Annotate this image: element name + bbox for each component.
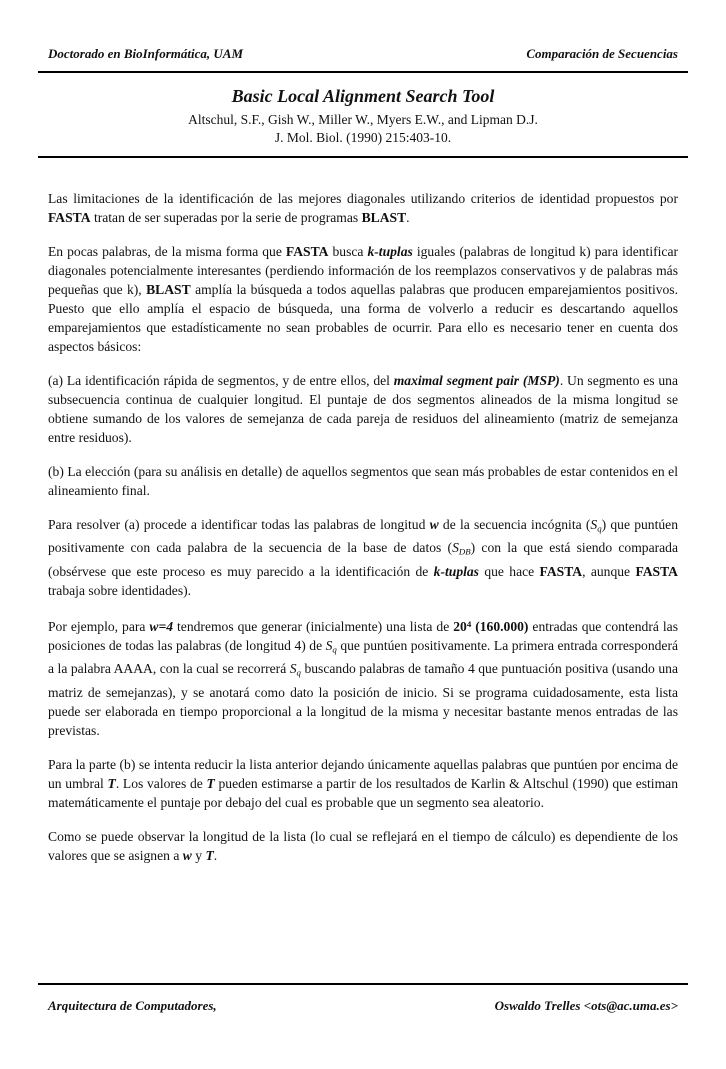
paragraph-aspect-b: (b) La elección (para su análisis en detalle) de aquellos segmentos que sean más probables de estar contenidos en el alineamiento final. [48, 464, 678, 498]
paragraph-example-w4: Por ejemplo, para w=4 tendremos que generar (inicialmente) una lista de $20^4$ (160.000) entradas que contendrá las posiciones de todas las palabras (de longitud 4) de Sq que puntúen positivamente. La primera entrada corresponderá a la palabra AAAA, con la cual se recorrerá Sq buscando palabras de tamaño 4 que puntuación positiva (usando una matriz de semejanzas), y se anotará como dato la posición de inicio. Si se programa cuidadosamente, esta lista puede ser elaborada en tiempo proporcional a la longitud de la misma y necesitar bastante menos entradas de las previstas. [48, 618, 679, 738]
header-section-title: Comparación de Secuencias [526, 46, 678, 61]
paragraph-overview: En pocas palabras, de la misma forma que FASTA busca k-tuplas iguales (palabras de longitud k) para identificar diagonales potencialmente interesantes (perdiendo información de los reemplazos conservativos y de palabras más pequeñas que k), BLAST amplía la búsqueda a todos aquellas palabras que producen emparejamientos positivos. Puesto que ello amplía el espacio de búsqueda, una forma de volverlo a reducir es descartando aquellos emparejamientos que estadísticamente no sean probables de ocurrir. Para ello es necesario tener en cuenta dos aspectos básicos: [48, 244, 679, 354]
page-title: Basic Local Alignment Search Tool [231, 86, 495, 106]
journal-reference: J. Mol. Biol. (1990) 215:403-10. [274, 130, 452, 145]
title-rule [38, 156, 688, 158]
footer-author-email: Oswaldo Trelles <ots@ac.uma.es> [494, 998, 678, 1013]
footer-rule [38, 983, 688, 985]
header-course-title: Doctorado en BioInformática, UAM [48, 46, 244, 61]
document-body [48, 189, 678, 865]
paragraph-conclusion: Como se puede observar la longitud de la lista (lo cual se reflejará en el tiempo de cálculo) es dependiente de los valores que se asignen a w y T. [48, 828, 678, 863]
authors-line: Altschul, S.F., Gish W., Miller W., Myers E.W., and Lipman D.J. [188, 112, 538, 127]
header-rule [38, 71, 688, 73]
page-footer [48, 983, 678, 1014]
paragraph-part-b-threshold: Para la parte (b) se intenta reducir la lista anterior dejando únicamente aquellas palabras que puntúen por encima de un umbral T. Los valores de T pueden estimarse a partir de los resultados de Karlin & Altschul (1990) que estiman matemáticamente el puntaje por debajo del cual es probable que un segmento sea aleatorio. [48, 756, 678, 810]
footer-department: Arquitectura de Computadores, [48, 998, 217, 1013]
paragraph-resolve-a: Para resolver (a) procede a identificar todas las palabras de longitud w de la secuencia incógnita (Sq) que puntúen positivamente con cada palabra de la secuencia de la base de datos (SDB) con la que está siendo comparada (obsérvese que este proceso es muy parecido a la identificación de k-tuplas que hace FASTA, aunque FASTA trabaja sobre identidades). [48, 517, 679, 598]
title-block [48, 85, 678, 147]
paragraph-intro: Las limitaciones de la identificación de las mejores diagonales utilizando criterios de identidad propuestos por FASTA tratan de ser superadas por la serie de programas BLAST. [48, 191, 678, 225]
page-header [48, 46, 678, 62]
paragraph-aspect-a: (a) La identificación rápida de segmentos, y de entre ellos, del maximal segment pair (MSP). Un segmento es una subsecuencia continua de cualquier longitud. El puntaje de dos segmentos alineados de la misma longitud se obtiene sumando de los valores de semejanza de cada pareja de residuos del alineamiento (matriz de semejanza entre residuos). [48, 373, 678, 445]
